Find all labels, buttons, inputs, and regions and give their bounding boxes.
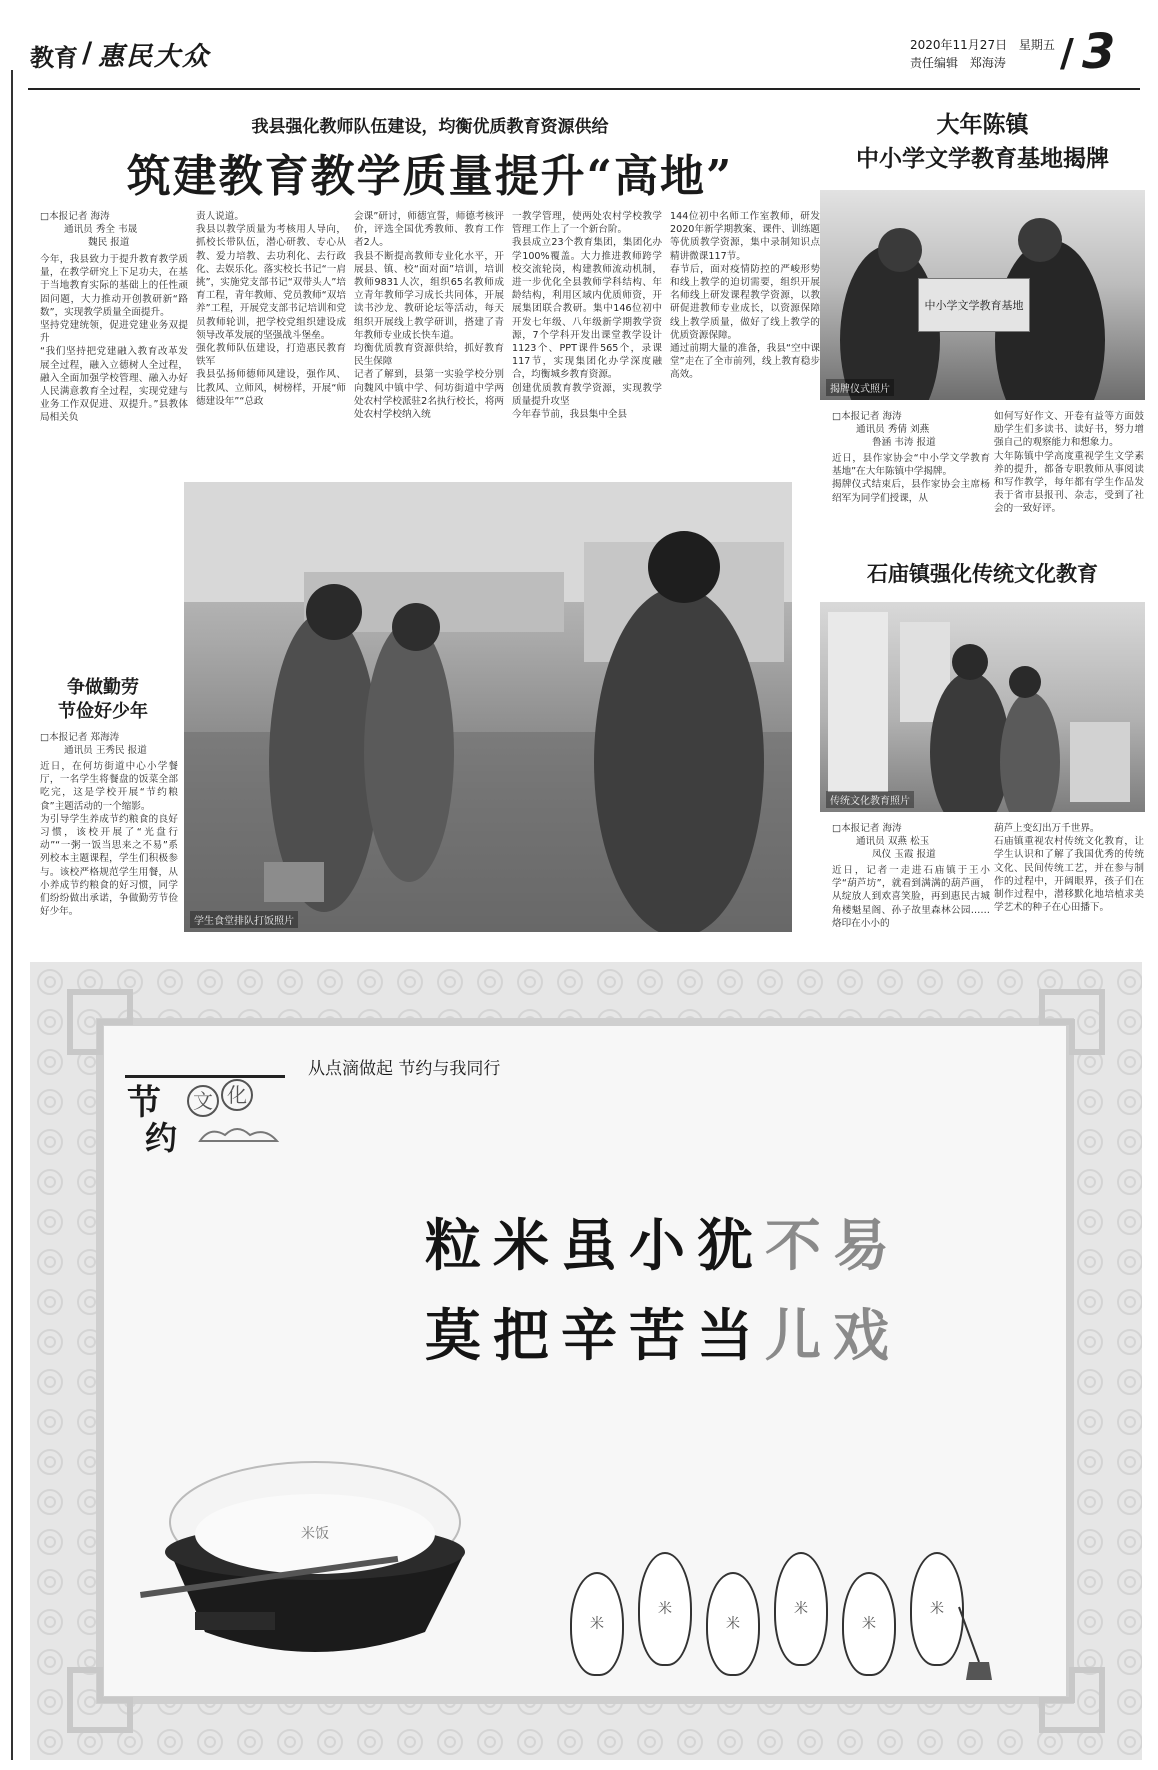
section-label: 教育 — [30, 43, 78, 72]
psa-line-2 — [425, 1292, 901, 1372]
rice-mascot: 米 — [706, 1572, 760, 1676]
byline-line: □本报记者 海涛 — [40, 211, 110, 222]
page-number-slash: / — [1060, 30, 1074, 75]
header-rule — [28, 88, 1140, 90]
side2-column-right — [994, 822, 1144, 944]
left-article-title — [28, 676, 178, 724]
page-number: 3 — [1082, 24, 1116, 80]
logo-char-yue: 约 — [145, 1119, 178, 1157]
main-column-4 — [512, 210, 662, 449]
rice-mascot-group — [570, 1542, 990, 1692]
photo-caption-label: 揭牌仪式照片 — [826, 379, 894, 396]
psa-line-1-light: 不易 — [765, 1213, 901, 1279]
psa-line-1-dark: 粒米虽小犹 — [425, 1213, 765, 1279]
psa-slogan: 从点滴做起 节约与我同行 — [308, 1059, 501, 1079]
editor-label: 责任编辑 — [910, 56, 959, 70]
byline-line: 通讯员 王秀民 报道 — [64, 745, 147, 757]
side1-title-line: 中小学文学教育基地揭牌 — [856, 145, 1109, 172]
rice-mascot: 米 — [570, 1572, 624, 1676]
byline-line: □本报记者 海涛 — [832, 823, 902, 834]
rice-mascot: 米 — [638, 1552, 692, 1666]
cafeteria-scene-graphic — [184, 482, 792, 932]
side1-title — [820, 108, 1145, 176]
bowl-label: 米饭 — [301, 1526, 329, 1542]
main-byline — [40, 210, 190, 250]
left-margin-rule — [11, 70, 13, 1760]
editor-name: 郑海涛 — [969, 56, 1006, 70]
page-header — [30, 24, 1140, 85]
side1-column-right — [994, 410, 1144, 518]
rice-bowl-illustration — [125, 1442, 505, 1692]
byline-line: 凤仪 玉霞 报道 — [872, 849, 936, 861]
photo-caption-label: 学生食堂排队打饭照片 — [190, 911, 298, 928]
side2-photo — [820, 602, 1145, 812]
calligraphy-exhibit-graphic — [820, 602, 1145, 812]
side1-left-text: 近日，县作家协会“中小学文学教育基地”在大年陈镇中学揭牌。 揭牌仪式结束后，县作家协会主席杨绍军为同学们授课，从 — [832, 453, 990, 504]
side1-column-left — [832, 452, 990, 518]
logo-char-hua: 化 — [221, 1079, 253, 1111]
rice-bowl-icon — [125, 1442, 505, 1692]
side1-right-text: 如何写好作文、开卷有益等方面鼓励学生们多读书、读好书，努力增强自己的观察能力和想象力。 大年陈镇中学高度重视学生文学素养的提升，都备专职教师从事阅读和写作教学，每年都有学生作品发表于省市县报刊、杂志，受到了社会的一致好评。 — [994, 411, 1144, 515]
side2-column-left — [832, 864, 990, 944]
main-kicker: 我县强化教师队伍建设，均衡优质教育资源供给 — [251, 117, 609, 137]
plaque-sign — [918, 278, 1030, 332]
plaque-sign-text: 中小学文学教育基地 — [924, 299, 1024, 312]
byline-line: □本报记者 海涛 — [832, 411, 902, 422]
header-date: 2020年11月27日 — [910, 38, 1008, 52]
byline-line: 魏民 报道 — [88, 237, 130, 249]
side2-left-text: 近日，记者一走进石庙镇于王小学“葫芦坊”，就看到满满的葫芦画，从绽放人到欢喜笑脸，再到惠民古城角楼魁星阁、孙子故里森林公园……烙印在小小的 — [832, 865, 990, 929]
psa-line-2-dark: 莫把辛苦当 — [425, 1303, 765, 1369]
rice-mascot: 米 — [774, 1552, 828, 1666]
side1-title-line: 大年陈镇 — [936, 111, 1029, 138]
byline-line: □本报记者 郑海涛 — [40, 732, 120, 743]
left-article-body — [40, 760, 178, 932]
side1-byline — [832, 410, 992, 450]
main-column-5 — [670, 210, 820, 449]
left-title-line: 争做勤劳 — [67, 677, 139, 698]
main-column-text: 一教学管理，使两处农村学校教学管理工作上了一个新台阶。 我县成立23个教育集团，集团化办学100%覆盖。大力推进教师跨学校交流轮岗，构建教师流动机制，进一步优化全县教师学科结构、年龄结构，利用区域内优质师资，开展集团联合教研。集中146位初中开发七年级、八年级新学期教学资源，7个学科开发出课堂教学设计1123个、PPT课件565个，录课117节，实现集团化办学深度融合，均衡城乡教育资源。 创建优质教育教学资源，实现教学质量提升攻坚 今年春节前，我县集中全县 — [512, 211, 662, 421]
broom-icon — [954, 1602, 994, 1682]
rice-mascot: 米 — [842, 1572, 896, 1676]
left-title-line: 节俭好少年 — [58, 701, 148, 722]
main-column-2 — [196, 210, 346, 449]
main-column-1 — [40, 253, 188, 449]
header-weekday: 星期五 — [1018, 38, 1055, 52]
cloud-ornament-icon — [195, 1121, 285, 1151]
header-slash: / — [82, 36, 93, 69]
left-article-byline — [40, 731, 180, 757]
byline-line: 通讯员 秀倩 刘燕 — [856, 424, 930, 436]
psa-line-1 — [425, 1202, 901, 1282]
side2-byline — [832, 822, 992, 862]
side2-right-text: 葫芦上变幻出万千世界。 石庙镇重视农村传统文化教育，让学生认识和了解了我国优秀的传统文化、民间传统工艺，并在参与制作的过程中，开阔眼界，孩子们在制作过程中，潜移默化地培植求美学艺术的种子在心田播下。 — [994, 823, 1144, 914]
psa-logo — [125, 1057, 305, 1157]
header-date-line — [910, 36, 1055, 53]
byline-line: 通讯员 秀全 韦晟 — [64, 224, 138, 236]
main-column-text: 责人说道。 我县以教学质量为考核用人导向，抓校长带队伍，潜心研教、专心从教、爱力培教、去功利化、去行政化、去娱乐化。落实校长书记“一肩挑”，实施党支部书记“双带头人”培育工程，青年教师、党员教师“双培养”工程，开展党支部书记培训和党员教师轮训，把学校党组织建设成领导改革发展的坚强战斗堡垒。 强化教师队伍建设，打造惠民教育铁军 我县弘扬师德师风建设，强作风、比教风、立师风，树榜样，开展“师德建设年”“总政 — [196, 211, 346, 407]
main-article-photo — [184, 482, 792, 932]
rice-mascot: 米 — [910, 1552, 964, 1666]
logo-char-wen: 文 — [187, 1085, 219, 1117]
main-column-text: 今年，我县致力于提升教育教学质量，在教学研究上下足功夫，在基于当地教育实际的基础上的任性顽固问题，大力推动开创教研新“路数”，实现教学质量全面提升。 坚持党建统领，促进党建业务双提升 “我们坚持把党建融入教育改革发展全过程，融入立德树人全过程，融入全面加强学校管理、融入办好人民满意教育全过程，实现党建与业务工作双促进、双提升。”县教体局相关负 — [40, 254, 188, 424]
brand-name: 惠民大众 — [98, 42, 211, 72]
main-column-text: 会课”研讨，师德宣誓，师德考核评价，评选全国优秀教师、教育工作者2人。 我县不断提高教师专业化水平，开展县、镇、校“面对面”培训，培训教师9831人次，组织65名教师成立青年教师学习成长共同体，开展读书沙龙、教研论坛等活动，每天组织开展线上教学研训，搭建了青年教师专业成长快车道。 均衡优质教育资源供给，抓好教育民生保障 记者了解到，县第一实验学校分别向魏风中镇中学、何坊街道中学两处农村学校派驻2名执行校长，将两处农村学校纳入统 — [354, 211, 504, 421]
psa-line-2-light: 儿戏 — [765, 1303, 901, 1369]
psa-panel — [30, 962, 1142, 1760]
main-column-3 — [354, 210, 504, 449]
main-title: 筑建教育教学质量提升“高地” — [126, 151, 734, 202]
left-article-text: 近日，在何坊街道中心小学餐厅，一名学生将餐盘的饭菜全部吃完，这是学校开展“节约粮食”主题活动的一个缩影。 为引导学生养成节约粮食的良好习惯，该校开展了“光盘行动”“一粥一饭当思来之不易”系列校本主题课程，学生们积极参与。该校严格规范学生用餐，从小养成节约粮食的好习惯，同学们纷纷做出承诺，争做勤劳节俭好少年。 — [40, 761, 178, 918]
logo-char-jie: 节 — [127, 1083, 161, 1123]
byline-line: 通讯员 双燕 松玉 — [856, 836, 930, 848]
byline-line: 鲁涵 韦涛 报道 — [872, 437, 936, 449]
header-editor-line — [910, 54, 1006, 71]
main-column-text: 144位初中名师工作室教师，研发2020年新学期教案、课件、训练题等优质教学资源，集中录制知识点精讲微课117节。 春节后，面对疫情防控的严峻形势和线上教学的迫切需要，组织开展名师线上研发课程教学资源，以教研促进教师专业成长，以资源保障线上教学质量，做好了线上教学的优质资源保障。 通过前期大量的准备，我县“空中课堂”走在了全市前列，线上教育稳步高效。 — [670, 211, 820, 381]
side2-title: 石庙镇强化传统文化教育 — [867, 561, 1098, 586]
photo-caption-label: 传统文化教育照片 — [826, 791, 914, 808]
side1-photo — [820, 190, 1145, 400]
